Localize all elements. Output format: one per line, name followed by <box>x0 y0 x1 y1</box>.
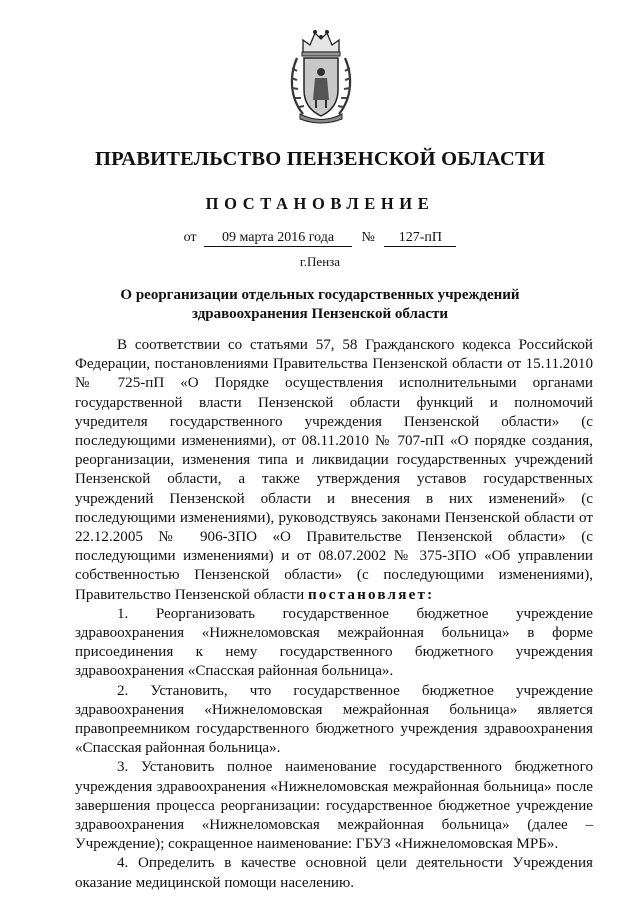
document-number: 127-пП <box>384 230 456 247</box>
date-prefix: от <box>183 230 197 245</box>
clause-3: 3. Установить полное наименование государственного бюджетного учреждения здравоохранения «Нижнеломовская межрайонная больница» после завершения процесса реорганизации: государственное бюджетное учреждение здравоохранения «Нижнеломовская межрайонная больница» (далее – Учреждение); сокращенное наименование: ГБУЗ «Нижнеломовская МРБ». <box>75 759 593 853</box>
preamble-paragraph <box>75 336 593 605</box>
document-body <box>75 336 593 893</box>
coat-of-arms-emblem <box>286 28 356 126</box>
clause-4: 4. Определить в качестве основной цели деятельности Учреждения оказание медицинской помощи населению. <box>75 855 593 891</box>
number-sign: № <box>361 230 375 245</box>
government-title: ПРАВИТЕЛЬСТВО ПЕНЗЕНСКОЙ ОБЛАСТИ <box>95 148 545 170</box>
document-subject: О реорганизации отдельных государственных учреждений здравоохранения Пензенской области <box>120 287 520 322</box>
issuing-city: г.Пенза <box>299 254 341 269</box>
date-number-line <box>0 230 640 247</box>
preamble-text: В соответствии со статьями 57, 58 Гражданского кодекса Российской Федерации, постановлениями Правительства Пензенской области от 15.11.2010 № 725-пП «О Порядке осуществления исполнительными органами государственной власти Пензенской области функций и полномочий учредителя государственного учреждения Пензенской области» (с последующими изменениями), от 08.11.2010 № 707-пП «О порядке создания, реорганизации, изменения типа и ликвидации государственных учреждений Пензенской области, а также утверждения уставов государственных учреждений Пензенской области и внесения в них изменений» (с последующими изменениями), руководствуясь законами Пензенской области от 22.12.2005 № 906-ЗПО «О Правительстве Пензенской области» (с последующими изменениями) и от 08.07.2002 № 375-ЗПО «Об управлении собственностью Пензенской области» (с последующими изменениями), Правительство Пензенской области <box>75 337 593 603</box>
resolves-word: постановляет: <box>308 586 435 603</box>
document-date: 09 марта 2016 года <box>204 230 352 247</box>
coat-of-arms-icon <box>286 28 356 126</box>
clause-2: 2. Установить, что государственное бюджетное учреждение здравоохранения «Нижнеломовская межрайонная больница» является правопреемником государственного бюджетного учреждения здравоохранения «Спасская районная больница». <box>75 682 593 757</box>
document-type: ПОСТАНОВЛЕНИЕ <box>205 194 435 213</box>
clause-1: 1. Реорганизовать государственное бюджетное учреждение здравоохранения «Нижнеломовская межрайонная больница» в форме присоединения к нему государственного бюджетного учреждения здравоохранения «Спасская районная больница». <box>75 605 593 680</box>
